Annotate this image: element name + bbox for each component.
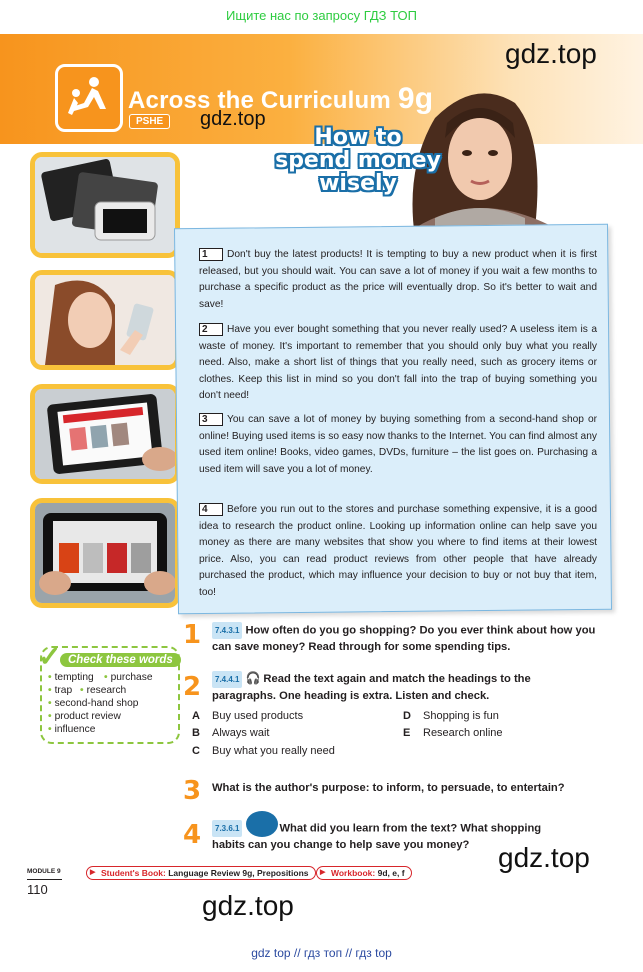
paragraph-text: Have you ever bought something that you never really used? A useless item is a waste of money. It's important to remember that you should only buy what you really need. Also, make a short list of things that you really need, such as grocery items or clothes. Keep this list in mind so you don't fall into the trap of buying something you don't need! (199, 324, 597, 401)
headline (268, 126, 448, 195)
watermark-top-right: gdz.top (505, 38, 597, 69)
check-word: • second-hand shop (48, 698, 139, 709)
paragraph-number-box[interactable]: 3 (199, 413, 223, 426)
section-title-text: Across the Curriculum (128, 87, 391, 114)
task-text: What did you learn from the text? What shopping habits can you change to help save you money? (212, 822, 542, 852)
watermark-bottom-center: gdz.top (202, 890, 294, 921)
paragraph-text: Before you run out to the stores and purchase something expensive, it is a good idea to research the product online. Looking up information online can help save you money as there are many websites that show you where to find items at their lowest price. Also, you can read product reviews from other people that have already purchased the product, which may influence your decision to buy or not buy that item, too! (199, 504, 597, 598)
option-d: D Shopping is fun (403, 710, 499, 722)
top-banner[interactable]: Ищите нас по запросу ГДЗ ТОП (226, 8, 417, 23)
headphones-icon[interactable]: 🎧 (245, 671, 261, 685)
page-number: 110 (27, 879, 62, 897)
photo-gadgets (30, 152, 180, 258)
headline-line-1: How to (314, 125, 402, 150)
task-code: 7.3.6.1 (212, 820, 242, 837)
checkmark-icon: ✓ (38, 641, 62, 672)
paragraph-text: You can save a lot of money by buying something from a second-hand shop or online! Buying used items is so easy now thanks to the Internet. You can find almost any used item online! Books, video games, DVDs, furniture – the list goes on. Purchasing a used item will save you a lot of money. (199, 414, 597, 475)
subject-badge: PSHE (129, 114, 170, 129)
paragraph-number-box[interactable]: 2 (199, 323, 223, 336)
check-word: • purchase (104, 672, 153, 683)
task-number-3: 3 (183, 776, 202, 806)
paragraph-2 (199, 322, 597, 405)
option-e: E Research online (403, 727, 503, 739)
task-text: Read the text again and match the headings to the paragraphs. One heading is extra. Listen and check. (212, 673, 531, 702)
check-word: • tempting (48, 672, 94, 683)
option-b: B Always wait (192, 727, 270, 739)
workbook-link[interactable]: ▶ Workbook: 9d, e, f (316, 866, 412, 880)
paragraph-4 (199, 502, 597, 601)
headline-line-3: wisely (319, 171, 397, 196)
pshe-logo (55, 64, 123, 132)
task-2 (212, 670, 572, 705)
check-word: • influence (48, 724, 96, 735)
check-word: • research (80, 685, 127, 696)
task-number-4: 4 (183, 820, 202, 850)
module-label: MODULE 9 (27, 868, 61, 875)
task-code: 7.4.4.1 (212, 671, 242, 688)
students-book-link[interactable]: ▶ Student's Book: Language Review 9g, Prepositions (86, 866, 316, 880)
section-title (128, 82, 433, 116)
headline-line-2: spend money (275, 148, 441, 173)
paragraph-1 (199, 247, 597, 313)
photo-tablet-shopping (30, 384, 180, 484)
paragraph-number-box[interactable]: 4 (199, 503, 223, 516)
paragraph-number-box[interactable]: 1 (199, 248, 223, 261)
photo-tablet-browsing (30, 498, 180, 608)
check-words-title: Check these words (60, 653, 181, 667)
helping-hand-icon (64, 73, 116, 125)
paragraph-3 (199, 412, 597, 478)
task-text: How often do you go shopping? Do you ever think about how you can save money? Read through for some spending tips. (212, 624, 596, 654)
task-text: What is the author's purpose: to inform, to persuade, to entertain? (212, 782, 565, 794)
task-number-1: 1 (183, 620, 202, 650)
task-code: 7.4.3.1 (212, 622, 242, 639)
watermark-bottom-right: gdz.top (498, 842, 590, 873)
task-3 (212, 780, 612, 797)
photo-woman-thinking (30, 270, 180, 370)
bottom-links[interactable]: gdz top // гдз топ // гдз top (251, 946, 392, 960)
unit-number: 9g (397, 82, 434, 115)
task-1 (212, 622, 607, 656)
paragraph-text: Don't buy the latest products! It is tempting to buy a new product when it is first released, but you should wait. You can save a lot of money if you wait a few months to purchase a specific product as the price will eventually drop. So it's better to wait and save! (199, 249, 597, 310)
option-a: A Buy used products (192, 710, 304, 722)
watermark-header: gdz.top (200, 108, 266, 130)
check-word: • trap (48, 685, 73, 696)
check-word: • product review (48, 711, 121, 722)
task-number-2: 2 (183, 672, 202, 702)
option-c: C Buy what you really need (192, 745, 335, 757)
